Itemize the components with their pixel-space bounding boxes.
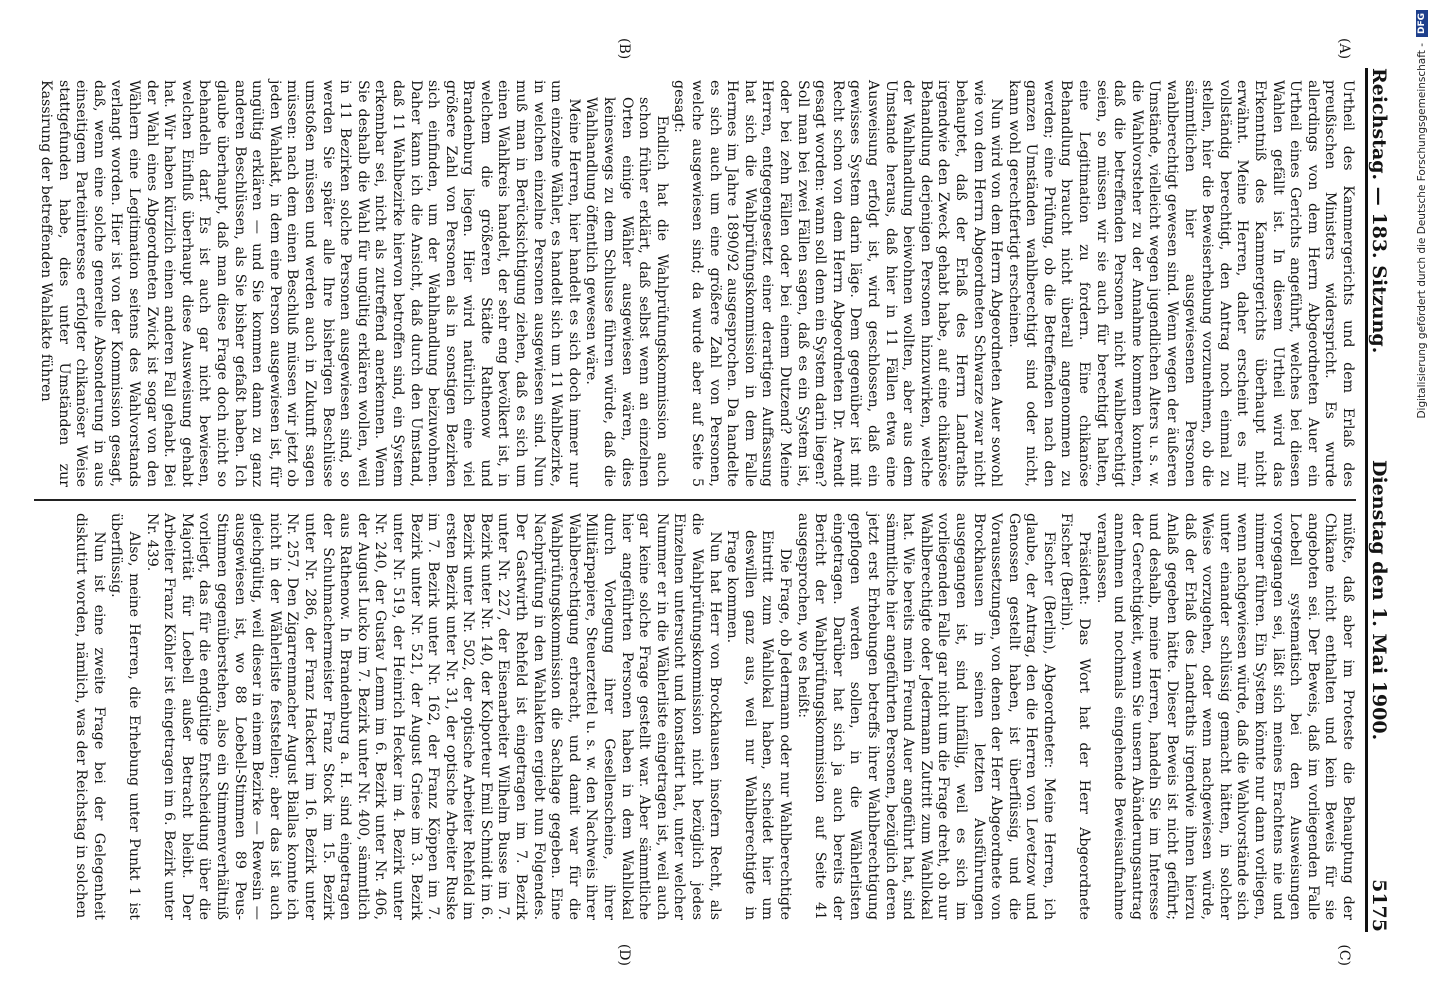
marker-a: (A) — [1336, 38, 1352, 60]
digitization-credit — [1414, 10, 1430, 990]
speaker-line: Präsident: Das Wort hat der Herr Abgeordnete Fischer (Berlin). — [1058, 513, 1093, 920]
quote-paragraph: Endlich hat die Wahlprüfungskommission auch schon früher erklärt, daß selbst wenn an einzelnen Orten einige Wähler ausgewiesen wären, dies keineswegs zu dem Schlusse führen würde, daß die Wahlhandlung öffentlich gewesen wäre. — [583, 97, 670, 487]
text-columns — [34, 68, 1356, 932]
rotated-page — [12, 30, 1422, 970]
header-date: Dienstag den 1. Mai 1900. — [1368, 460, 1390, 741]
paragraph: Nun wird von dem Herrn Abgeordneten Auer sowohl wie von dem Herrn Abgeordneten Schwarze zwar nicht behauptet, daß der Erlaß des Herrn Landraths irgendwie den Zweck gehabt habe, auf eine chikanöse Behandlung derjenigen Personen hinzuwirken, welche der Wahlhandlung beiwohnen wollten, aber aus dem Umstande heraus, daß hier in 11 Fällen etwa eine Ausweisung erfolgt ist, wird geschlossen, daß ein gewisses System darin läge. Dem gegenüber ist mit Recht schon von dem Herrn Abgeordneten Dr. Arendt gesagt worden: wann soll denn ein System darin liegen? Soll man bei zwei Fällen sagen, daß es ein System ist, oder bei zehn Fällen oder bei einem Dutzend? Meine Herren, entgegengesetzt einer derartigen Auffassung hat sich die Wahlprüfungskommission in dem Falle Hermes im Jahre 1890/92 ausgesprochen. Da handelte es sich auch um eine größere Zahl von Personen, welche ausgewiesen sind; da wurde aber auf Seite 5 gesagt: — [671, 80, 1005, 487]
quote-paragraph: Die Frage, ob Jedermann oder nur Wahlberechtigte Eintritt zum Wahllokal haben, scheidet hier um deswillen ganz aus, weil nur Wahlberechtigte in Frage kommen. — [724, 530, 793, 920]
paragraph: müßte, daß aber im Proteste die Behauptung der Chikane nicht enthalten und kein Beweis für sie angeboten sei. Der Beweis, daß im vorliegenden Falle Loebell systematisch bei den Ausweisungen vorgegangen sei, läßt sich meines Erachtens nie und nimmer führen. Ein System könnte nur dann vorliegen, wenn nachgewiesen würde, daß die Wahlvorstände sich unter einander schlüssig gemacht hätten, in solcher Weise vorzugehen, oder wenn nachgewiesen würde, daß der Erlaß des Landraths irgendwie ihnen hierzu Anlaß gegeben hätte. Dieser Beweis ist nicht geführt; und deshalb, meine Herren, handeln Sie im Interesse der Gerechtigkeit, wenn Sie unsern Abänderungsantrag annehmen und nochmals eingehende Beweisaufnahme veranlassen. — [1093, 513, 1356, 920]
paragraph: Also, meine Herren, die Erhebung unter Punkt 1 ist überflüssig. — [108, 513, 143, 920]
paragraph: Urtheil des Kammergerichts und dem Erlaß des preußischen Ministers widerspricht. Es wurde allerdings von dem Herrn Abgeordneten Auer ein Urtheil eines Gerichts angeführt, welches bei diesen Wahlen gefällt ist. In diesem Urtheil wird das Erkenntniß des Kammergerichts überhaupt nicht erwähnt. Meine Herren, daher erscheint es mir vollständig berechtigt, den Antrag noch einmal zu stellen, hier die Beweiserhebung vorzunehmen, ob die sämmtlichen hier ausgewiesenen Personen wahlberechtigt gewesen sind. Wenn wegen der äußeren Umstände, vielleicht wegen jugendlichen Alters u. s. w. die Wahlvorsteher zu der Annahme kommen konnten, daß die betreffenden Personen nicht wahlberechtigt seien, so müssen wir sie auch für berechtigt halten, eine Legitimation zu fordern. Eine chikanöse Behandlung braucht nicht überall angenommen zu werden; eine Prüfung, ob die Betreffenden nach den ganzen Umständen wahlberechtigt sind oder nicht, kann wohl gerechtfertigt erscheinen. — [1005, 80, 1356, 487]
paragraph: Meine Herren, hier handelt es sich doch immer nur um einzelne Wähler, es handelt sich um 11 Wahlbezirke, in welchen einzelne Personen ausgewiesen sind. Nun muß man in Berücksichtigung ziehen, daß es sich um einen Wahlkreis handelt, der sehr eng bevölkert ist, in welchem die größeren Städte Rathenow und Brandenburg liegen. Hier wird natürlich eine viel größere Zahl von Personen als in sonstigen Bezirken sich einfinden, um der Wahlhandlung beizuwohnen. Daher kann ich die Ansicht, daß durch den Umstand, daß 11 Wahlbezirke hiervon betroffen sind, ein System erkennbar sei, nicht als zutreffend anerkennen. Wenn Sie deshalb die Wahl für ungültig erklären wollen, weil in 11 Bezirken solche Personen ausgewiesen sind, so werden Sie später alle Ihre bisherigen Beschlüsse umstoßen müssen und werden auch in Zukunft sagen müssen: nach dem einen Beschluß müssen wir jetzt ob jeden Wahlakt, in dem eine Person ausgewiesen ist, für ungültig erklären — und Sie kommen dann zu ganz anderen Beschlüssen, als Sie bisher gefaßt haben. Ich glaube überhaupt, daß man diese Frage doch nicht so behandeln darf. Es ist auch gar nicht bewiesen, welchen Einfluß überhaupt diese Ausweisung gehabt hat. Wir haben kürzlich einen anderen Fall gehabt. Bei der Wahl eines Abgeordneten Zwick ist sogar von den Wählern eine Legitimation seitens des Wahlvorstands verlangt worden. Hier ist von der Kommission gesagt, daß, wenn eine solche generelle Absonderung in aus einseitigem Parteiinteresse erfolgter chikanöser Weise stattgefunden habe, dies unter Umständen zur Kassirung der betreffenden Wahlakte führen — [38, 80, 582, 487]
page-header — [1365, 68, 1398, 932]
marker-c: (C) — [1336, 944, 1352, 966]
dfg-logo: DFG — [1416, 10, 1428, 37]
marker-b: (B) — [616, 38, 632, 60]
page-number: 5175 — [1368, 879, 1390, 932]
paragraph: Fischer (Berlin), Abgeordneter: Meine Herren, ich glaube, der Antrag, den die Herren von Levetzow und Genossen gestellt haben, ist überflüssig, und die Voraussetzungen, von denen der Herr Abgeordnete von Brockhausen in seinen letzten Ausführungen ausgegangen ist, sind hinfällig, weil es sich im vorliegenden Falle gar nicht um die Frage dreht, ob nur Wahlberechtigte oder Jedermann Zutritt zum Wahllokal hat. Wie bereits mein Freund Auer angeführt hat, sind sämmtliche hier angeführten Personen, bezüglich deren jetzt erst Erhebungen betreffs ihrer Wahlberechtigung gepflogen werden sollen, in die Wählerlisten eingetragen. Darüber hat sich ja auch bereits der Bericht der Wahlprüfungskommission auf Seite 41 ausgesprochen, wo es heißt: — [794, 513, 1057, 920]
header-left: Reichstag. — 183. Sitzung. — [1368, 68, 1390, 354]
paragraph: Nun ist eine zweite Frage bei der Gelegenheit diskutirt worden, nämlich, was der Reichstag in solchen — [73, 513, 107, 920]
left-column — [34, 68, 1356, 499]
credit-text: Digitalisierung gefördert durch die Deutsche Forschungsgemeinschaft - — [1416, 43, 1428, 419]
paragraph: Nun hat Herr von Brockhausen insofern Recht, als die Wahlprüfungskommission nicht bezüglich jedes Einzelnen untersucht und konstatirt hat, unter welcher Nummer er in die Wählerliste eingetragen ist, weil auch gar keine solche Frage gestellt war. Aber sämmtliche hier angeführten Personen haben in dem Wahllokal durch Vorlegung ihrer Gesellenscheine, ihrer Militärpapiere, Steuerzettel u. s. w. den Nachweis ihrer Wahlberechtigung erbracht, und damit war für die Wahlprüfungskommission die Sachlage gegeben. Eine Nachprüfung in den Wahlakten ergiebt nun Folgendes. Der Gastwirth Rehfeld ist eingetragen im 7. Bezirk unter Nr. 227, der Eisenarbeiter Wilhelm Busse im 7. Bezirk unter Nr. 140, der Kolporteur Emil Schmidt im 6. Bezirk unter Nr. 502, der optische Arbeiter Rehfeld im ersten Bezirk unter Nr. 31, der optische Arbeiter Ruske im 7. Bezirk unter Nr. 162, der Franz Köppen im 7. Bezirk unter Nr. 521, der August Griese im 3. Bezirk unter Nr. 519, der Heinrich Hecker im 4. Bezirk unter Nr. 240, der Gustav Lemm im 6. Bezirk unter Nr. 406, der August Lucko im 7. Bezirk unter Nr. 400, sämmtlich aus Rathenow. In Brandenburg a. H. sind eingetragen der Schuhmachermeister Franz Stock im 15. Bezirk unter Nr. 286, der Franz Hackert im 16. Bezirk unter Nr. 257. Den Zigarrenmacher August Biallas konnte ich nicht in der Wählerliste feststellen; aber das ist auch gleichgültig, weil dieser in einem Bezirke — Rewesin — ausgewiesen ist, wo 88 Loebell-Stimmen 89 Peus-Stimmen gegenüberstehen, also ein Stimmenverhältniß vorliegt, das für die endgültige Entscheidung über die Majorität für Loebell außer Betracht bleibt. Der Arbeiter Franz Köhler ist eingetragen im 6. Bezirk unter Nr. 439. — [143, 513, 723, 920]
right-column — [34, 501, 1356, 932]
marker-d: (D) — [616, 943, 632, 966]
